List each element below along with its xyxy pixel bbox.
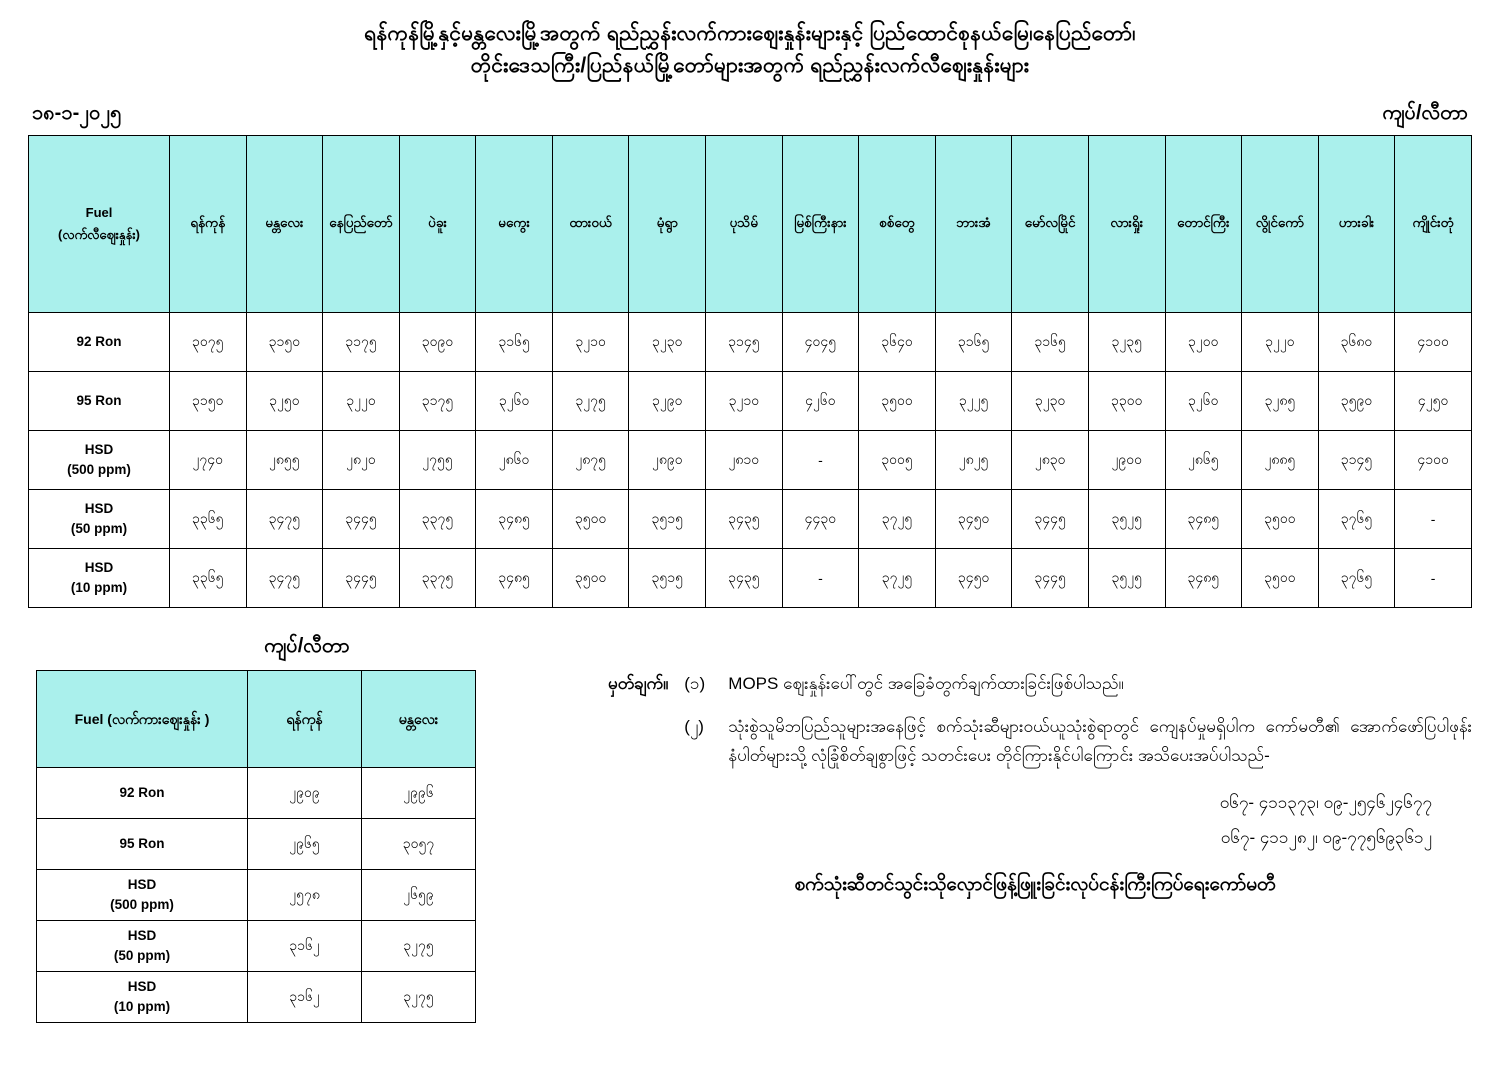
main-table-body	[29, 313, 1472, 608]
cell: -	[1395, 490, 1472, 549]
main-table-head	[29, 136, 1472, 313]
cell: ၃၀၀၅	[859, 431, 936, 490]
column-header-hakha: ဟားခါး	[1318, 136, 1395, 313]
cell: ၂၈၆၀	[476, 431, 553, 490]
cell: ၃၅၉၀	[1318, 372, 1395, 431]
cell: ၃၁၆၅	[935, 313, 1012, 372]
cell: ၃၅၁၅	[629, 490, 706, 549]
cell: ၃၃၆၅	[170, 490, 247, 549]
note-text-1: MOPS ဈေးနှုန်းပေါ်တွင် အခြေခံတွက်ချက်ထားခြင်းဖြစ်ပါသည်။	[728, 674, 1124, 693]
cell: ၃၄၃၅	[706, 490, 783, 549]
cell: ၃၅၁၅	[629, 549, 706, 608]
cell: ၃၂၀၀	[1165, 313, 1242, 372]
main-table-fuel-header	[29, 136, 170, 313]
table-row	[37, 870, 476, 921]
lower-section	[28, 632, 1472, 1023]
cell: ၃၂၅၀	[246, 372, 323, 431]
column-header-hpaan: ဘားအံ	[935, 136, 1012, 313]
wholesale-fuel-header-mm: (လက်ကားဈေးနှုန်း )	[107, 710, 210, 727]
cell: ၃၄၇၅	[246, 549, 323, 608]
issuing-committee: စက်သုံးဆီတင်သွင်းသိုလှောင်ဖြန့်ဖြူးခြင်းလုပ်ငန်းကြီးကြပ်ရေးကော်မတီ	[794, 874, 1276, 896]
publication-date: ၁၈-၁-၂၀၂၅	[32, 102, 122, 124]
cell: ၃၂၁၀	[552, 313, 629, 372]
note-text-2: သုံးစွဲသူမိဘပြည်သူများအနေဖြင့် စက်သုံးဆီများဝယ်ယူသုံးစွဲရာတွင် ကျေနပ်မှုမရှိပါက ကော်မတီ၏ အောက်ဖော်ပြပါဖုန်းနံပါတ်များသို့ လုံခြုံစိတ်ချစွာဖြင့် သတင်းပေး တိုင်ကြားနိုင်ပါကြောင်း အသိပေးအပ်ပါသည်-	[728, 716, 1472, 765]
wholesale-row-label-hsd-500ppm	[37, 870, 248, 921]
cell: -	[782, 549, 859, 608]
main-fuel-header-en: Fuel	[85, 204, 113, 220]
wholesale-table-body	[37, 768, 476, 1023]
cell: ၃၇၂၅	[859, 549, 936, 608]
cell: ၃၁၆၂	[248, 921, 362, 972]
note-item-1	[608, 670, 1472, 699]
column-header-kengtung: ကျိုင်းတုံ	[1395, 136, 1472, 313]
cell: ၃၂၆၀	[1165, 372, 1242, 431]
main-fuel-header-mm: (လက်လီဈေးနှုန်း)	[57, 227, 140, 242]
cell: -	[1395, 549, 1472, 608]
table-row	[37, 972, 476, 1023]
cell: ၃၇၂၅	[859, 490, 936, 549]
row-label-en: 95 Ron	[119, 836, 165, 852]
cell: ၃၁၅၀	[246, 313, 323, 372]
column-header-lashio: လားရှိုး	[1088, 136, 1165, 313]
cell: ၃၄၅၀	[935, 490, 1012, 549]
row-label-92ron	[29, 313, 170, 372]
column-header-yangon: ရန်ကုန်	[170, 136, 247, 313]
cell: ၂၇၄၀	[170, 431, 247, 490]
contact-phone-1: ၀၆၇- ၄၁၁၃၇၃၊ ၀၉-၂၅၄၆၂၄၆၇၇	[1219, 792, 1432, 812]
contact-phone-list	[608, 785, 1472, 856]
row-label-hsd-500ppm	[29, 431, 170, 490]
wholesale-column-header-mandalay: မန္တလေး	[362, 671, 476, 768]
cell: ၃၅၀၀	[859, 372, 936, 431]
cell: ၃၂၉၀	[629, 372, 706, 431]
table-row	[29, 431, 1472, 490]
cell: ၃၁၄၅	[1318, 431, 1395, 490]
row-label-sub: (50 ppm)	[113, 948, 171, 963]
cell: ၂၈၂၅	[935, 431, 1012, 490]
notes-section	[498, 632, 1472, 1023]
cell: ၄၂၆၀	[782, 372, 859, 431]
cell: -	[782, 431, 859, 490]
wholesale-fuel-header-en: Fuel	[74, 710, 104, 727]
table-row	[29, 490, 1472, 549]
column-header-bago: ပဲခူး	[399, 136, 476, 313]
cell: ၂၈၆၅	[1165, 431, 1242, 490]
cell: ၄၄၃၀	[782, 490, 859, 549]
cell: ၃၁၆၅	[1012, 313, 1089, 372]
table-row	[37, 768, 476, 819]
table-row	[29, 549, 1472, 608]
cell: ၃၂၃၀	[629, 313, 706, 372]
unit-label-main: ကျပ်/လီတာ	[1382, 102, 1468, 124]
cell: ၃၄၃၅	[706, 549, 783, 608]
wholesale-table-head	[37, 671, 476, 768]
cell: ၃၂၁၀	[706, 372, 783, 431]
note-number-2: (၂)	[684, 716, 704, 736]
wholesale-row-label-92ron	[37, 768, 248, 819]
column-header-sittwe: စစ်တွေ	[859, 136, 936, 313]
cell: ၃၂၆၀	[476, 372, 553, 431]
row-label-en: 92 Ron	[76, 333, 122, 349]
wholesale-header-row	[37, 671, 476, 768]
cell: ၃၂၇၅	[362, 921, 476, 972]
cell: ၃၄၈၅	[1165, 549, 1242, 608]
row-label-en: 95 Ron	[76, 392, 122, 408]
row-label-95ron	[29, 372, 170, 431]
cell: ၂၉၆၅	[248, 819, 362, 870]
cell: ၃၄၄၅	[1012, 549, 1089, 608]
note-item-2	[608, 713, 1472, 771]
cell: ၃၁၇၅	[323, 313, 400, 372]
row-label-en: 92 Ron	[119, 785, 165, 801]
cell: ၃၂၂၅	[935, 372, 1012, 431]
cell: ၂၅၇၈	[248, 870, 362, 921]
row-label-sub: (500 ppm)	[67, 462, 131, 477]
cell: ၃၄၈၅	[476, 549, 553, 608]
title-line-1: ရန်ကုန်မြို့နှင့်မန္တလေးမြို့အတွက် ရည်ညွှန်းလက်ကားဈေးနှုန်းများနှင့် ပြည်ထောင်စုနယ်မြေ၊နေပြည်တော်၊	[364, 22, 1136, 45]
cell: ၃၁၆၅	[476, 313, 553, 372]
cell: ၃၀၉၀	[399, 313, 476, 372]
table-row	[37, 921, 476, 972]
row-label-en: HSD	[127, 979, 157, 995]
column-header-magway: မကွေး	[476, 136, 553, 313]
cell: ၂၇၅၅	[399, 431, 476, 490]
cell: ၃၂၂၀	[323, 372, 400, 431]
column-header-mandalay: မန္တလေး	[246, 136, 323, 313]
cell: ၃၅၂၅	[1088, 549, 1165, 608]
wholesale-column-header-yangon: ရန်ကုန်	[248, 671, 362, 768]
row-label-en: HSD	[84, 559, 114, 575]
unit-label-wholesale: ကျပ်/လီတာ	[264, 635, 350, 657]
column-header-mawlamyine: မော်လမြိုင်	[1012, 136, 1089, 313]
contact-phone-2: ၀၆၇- ၄၁၁၂၈၂၊ ၀၉-၇၇၅၆၉၃၆၁၂	[1220, 828, 1432, 848]
row-label-sub: (50 ppm)	[70, 521, 128, 536]
cell: ၃၂၈၅	[1242, 372, 1319, 431]
cell: ၃၁၆၂	[248, 972, 362, 1023]
column-header-pathein: ပုသိမ်	[706, 136, 783, 313]
cell: ၂၉၀၀	[1088, 431, 1165, 490]
cell: ၃၃၆၅	[170, 549, 247, 608]
cell: ၃၆၄၀	[859, 313, 936, 372]
cell: ၃၆၈၀	[1318, 313, 1395, 372]
cell: ၃၇၆၅	[1318, 549, 1395, 608]
cell: ၂၈၅၅	[246, 431, 323, 490]
row-label-en: HSD	[84, 500, 114, 516]
meta-row	[28, 99, 1472, 129]
cell: ၃၂၇၅	[362, 972, 476, 1023]
cell: ၄၁၀၀	[1395, 431, 1472, 490]
cell: ၃၃၇၅	[399, 549, 476, 608]
cell: ၃၄၅၀	[935, 549, 1012, 608]
cell: ၃၄၄၅	[1012, 490, 1089, 549]
cell: ၃၅၀၀	[552, 490, 629, 549]
cell: ၂၈၇၅	[552, 431, 629, 490]
row-label-en: HSD	[84, 441, 114, 457]
cell: ၃၅၂၅	[1088, 490, 1165, 549]
cell: ၃၄၄၅	[323, 490, 400, 549]
wholesale-row-label-hsd-50ppm	[37, 921, 248, 972]
wholesale-row-label-hsd-10ppm	[37, 972, 248, 1023]
title-line-2: တိုင်းဒေသကြီး/ပြည်နယ်မြို့တော်များအတွက် ရည်ညွှန်းလက်လီဈေးနှုန်းများ	[470, 53, 1030, 77]
cell: ၃၄၇၅	[246, 490, 323, 549]
wholesale-row-label-95ron	[37, 819, 248, 870]
column-header-dawei: ထားဝယ်	[552, 136, 629, 313]
cell: ၃၇၆၅	[1318, 490, 1395, 549]
row-label-en: HSD	[127, 877, 157, 893]
cell: ၃၄၈၅	[1165, 490, 1242, 549]
cell: ၃၃၀၀	[1088, 372, 1165, 431]
cell: ၃၄၄၅	[323, 549, 400, 608]
column-header-taunggyi: တောင်ကြီး	[1165, 136, 1242, 313]
retail-price-table	[28, 135, 1472, 608]
row-label-hsd-50ppm	[29, 490, 170, 549]
wholesale-section	[28, 632, 498, 1023]
cell: ၂၈၁၀	[706, 431, 783, 490]
cell: ၄၁၀၀	[1395, 313, 1472, 372]
cell: ၃၂၇၅	[552, 372, 629, 431]
cell: ၃၁၅၀	[170, 372, 247, 431]
note-number-1: (၁)	[684, 674, 706, 693]
cell: ၂၉၉၆	[362, 768, 476, 819]
cell: ၃၀၅၇	[362, 819, 476, 870]
cell: ၂၆၅၉	[362, 870, 476, 921]
column-header-naypyitaw: နေပြည်တော်	[323, 136, 400, 313]
cell: ၂၈၈၅	[1242, 431, 1319, 490]
cell: ၂၈၉၀	[629, 431, 706, 490]
cell: ၃၂၃၀	[1012, 372, 1089, 431]
table-row	[29, 313, 1472, 372]
column-header-myitkyina: မြစ်ကြီးနား	[782, 136, 859, 313]
cell: ၄၀၄၅	[782, 313, 859, 372]
notes-label: မှတ်ချက်။	[608, 674, 669, 693]
cell: ၄၂၅၀	[1395, 372, 1472, 431]
row-label-hsd-10ppm	[29, 549, 170, 608]
cell: ၃၀၇၅	[170, 313, 247, 372]
document-title	[28, 18, 1472, 81]
cell: ၃၅၀၀	[1242, 490, 1319, 549]
main-table-header-row	[29, 136, 1472, 313]
cell: ၃၂၃၅	[1088, 313, 1165, 372]
cell: ၃၁၇၅	[399, 372, 476, 431]
table-row	[37, 819, 476, 870]
cell: ၃၁၄၅	[706, 313, 783, 372]
wholesale-fuel-header	[37, 671, 248, 768]
column-header-monywa: မုံရွာ	[629, 136, 706, 313]
row-label-en: HSD	[127, 928, 157, 944]
wholesale-price-table	[36, 670, 476, 1023]
cell: ၃၅၀၀	[1242, 549, 1319, 608]
row-label-sub: (10 ppm)	[70, 580, 128, 595]
cell: ၃၂၂၀	[1242, 313, 1319, 372]
cell: ၂၈၂၀	[323, 431, 400, 490]
cell: ၃၅၀၀	[552, 549, 629, 608]
cell: ၂၈၃၀	[1012, 431, 1089, 490]
cell: ၃၃၇၅	[399, 490, 476, 549]
cell: ၂၉၀၉	[248, 768, 362, 819]
row-label-sub: (10 ppm)	[113, 999, 171, 1014]
row-label-sub: (500 ppm)	[110, 897, 174, 912]
cell: ၃၄၈၅	[476, 490, 553, 549]
column-header-loikaw: လွိုင်ကော်	[1242, 136, 1319, 313]
table-row	[29, 372, 1472, 431]
